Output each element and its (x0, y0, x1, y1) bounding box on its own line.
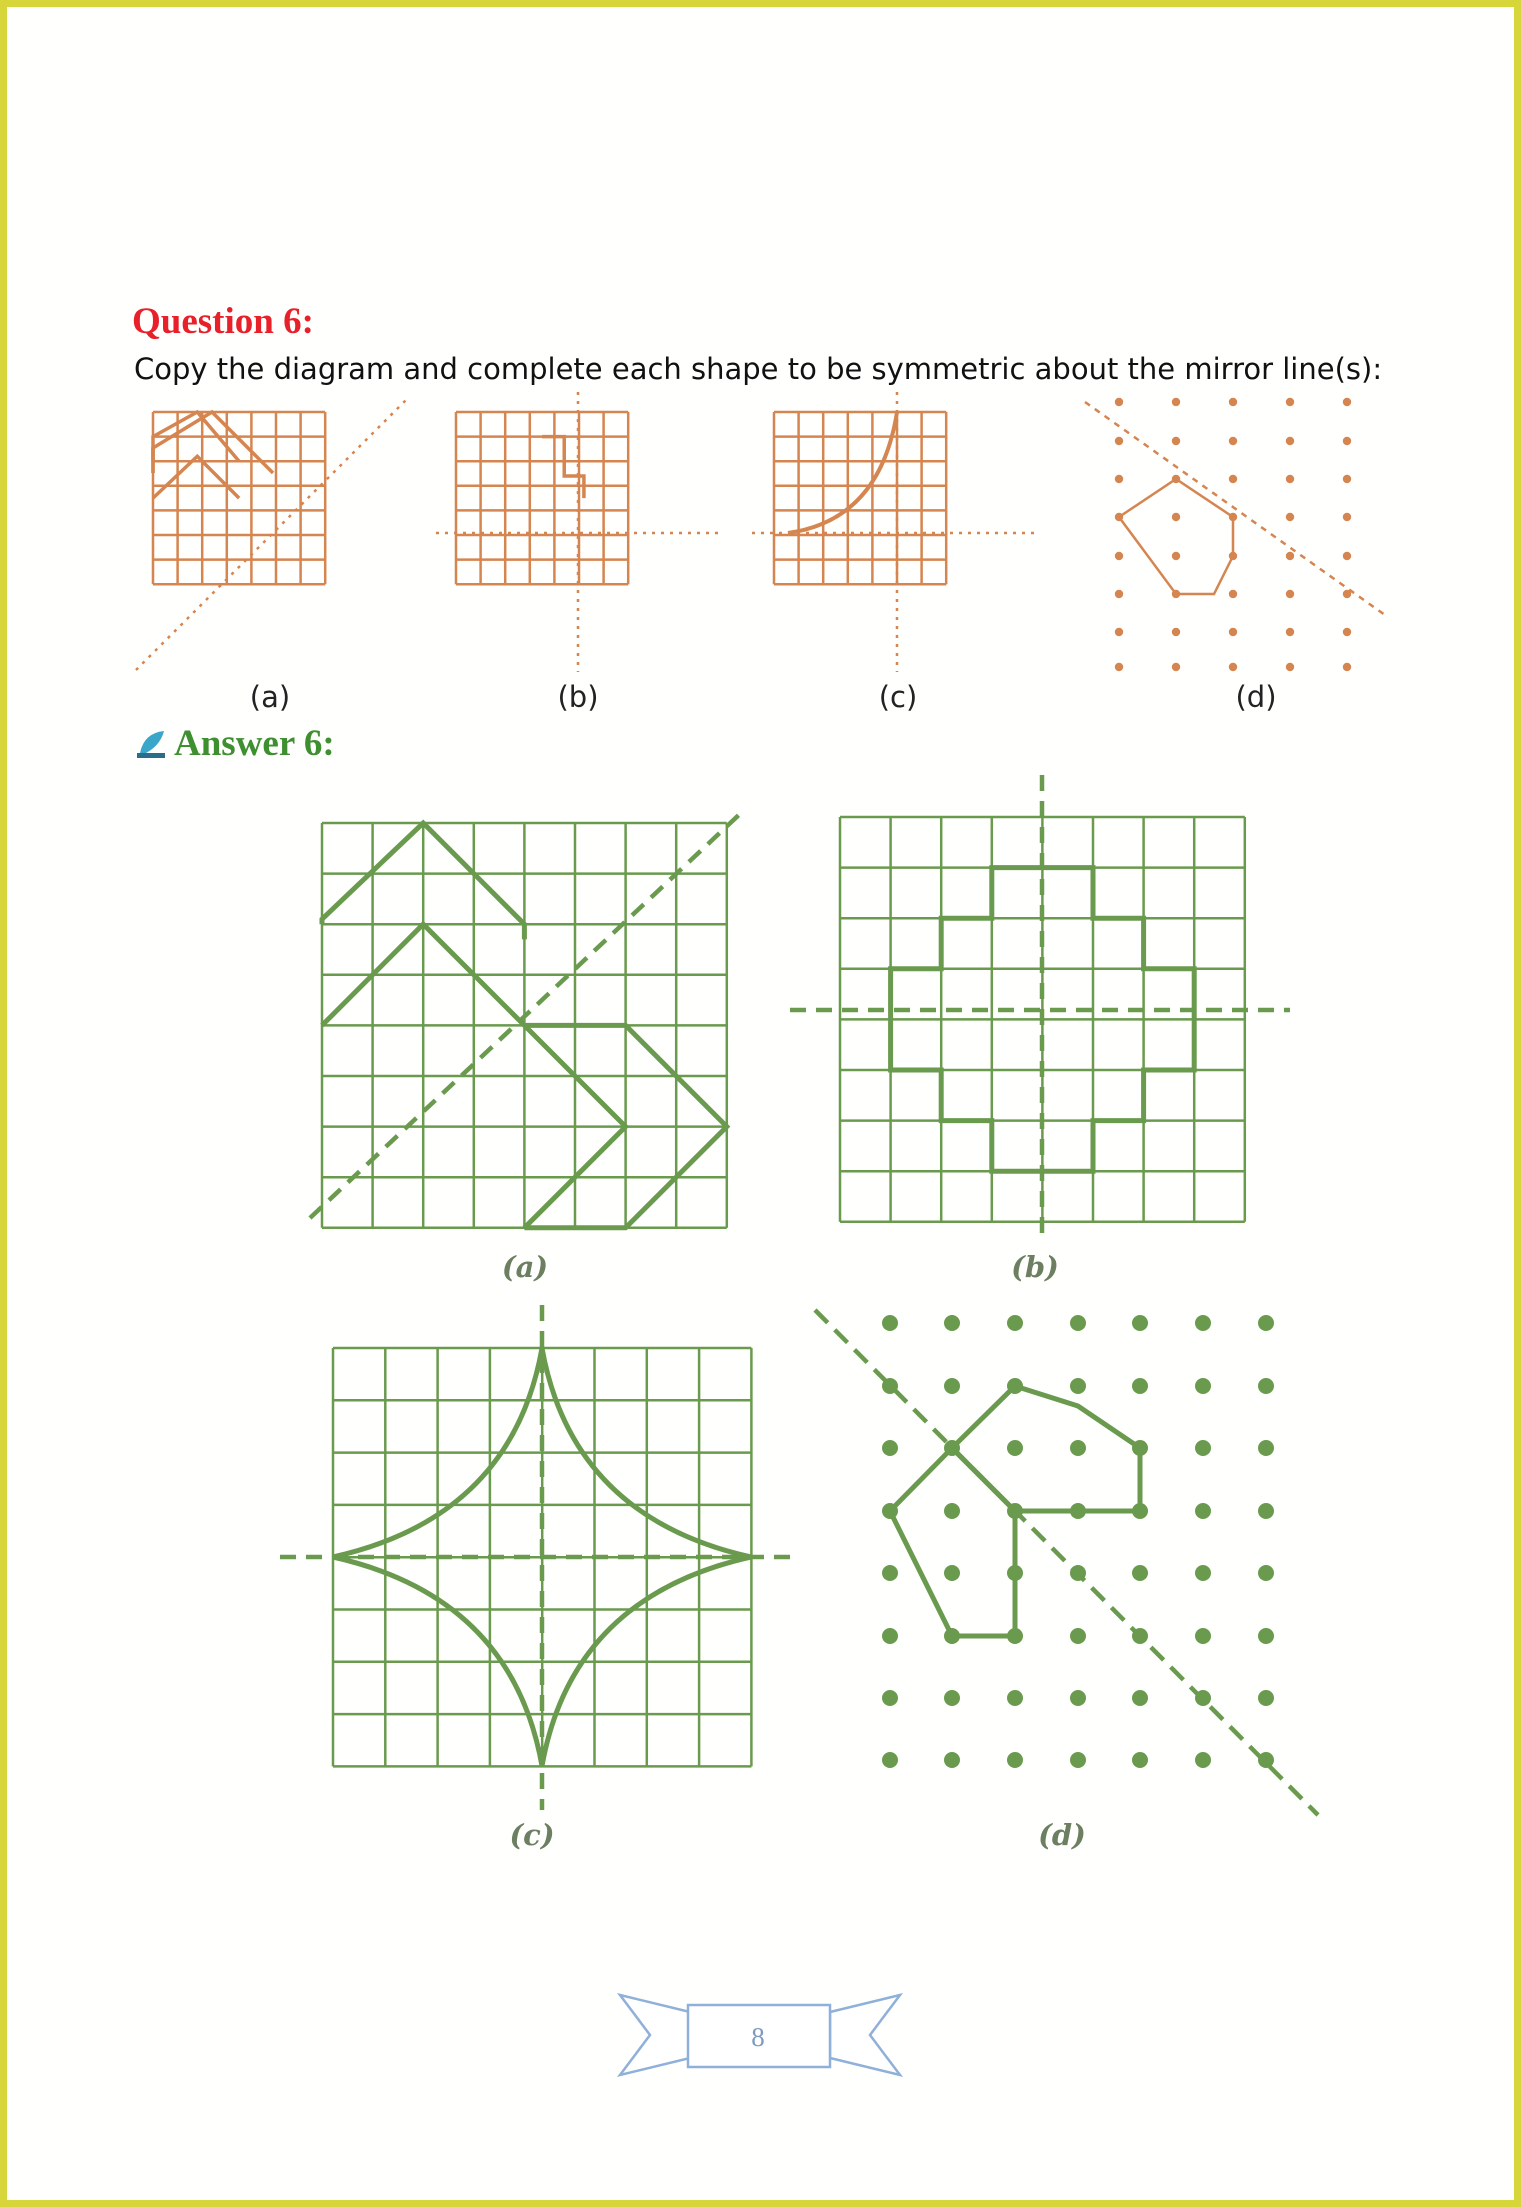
answer-label-c: (c) (509, 1818, 555, 1852)
question-label-b: (b) (557, 680, 599, 714)
question-label-c: (c) (878, 680, 918, 714)
answer-label-a: (a) (501, 1250, 549, 1284)
answer-title: Answer 6: (174, 723, 335, 764)
question-label-a: (a) (249, 680, 291, 714)
question-label-d: (d) (1235, 680, 1277, 714)
question-title: Question 6: (132, 301, 314, 342)
answer-label-b: (b) (1011, 1250, 1059, 1284)
question-text: Copy the diagram and complete each shape to be symmetric about the mirror line(s): (134, 352, 1383, 386)
page-number: 8 (751, 2022, 765, 2052)
answer-label-d: (d) (1038, 1818, 1086, 1852)
